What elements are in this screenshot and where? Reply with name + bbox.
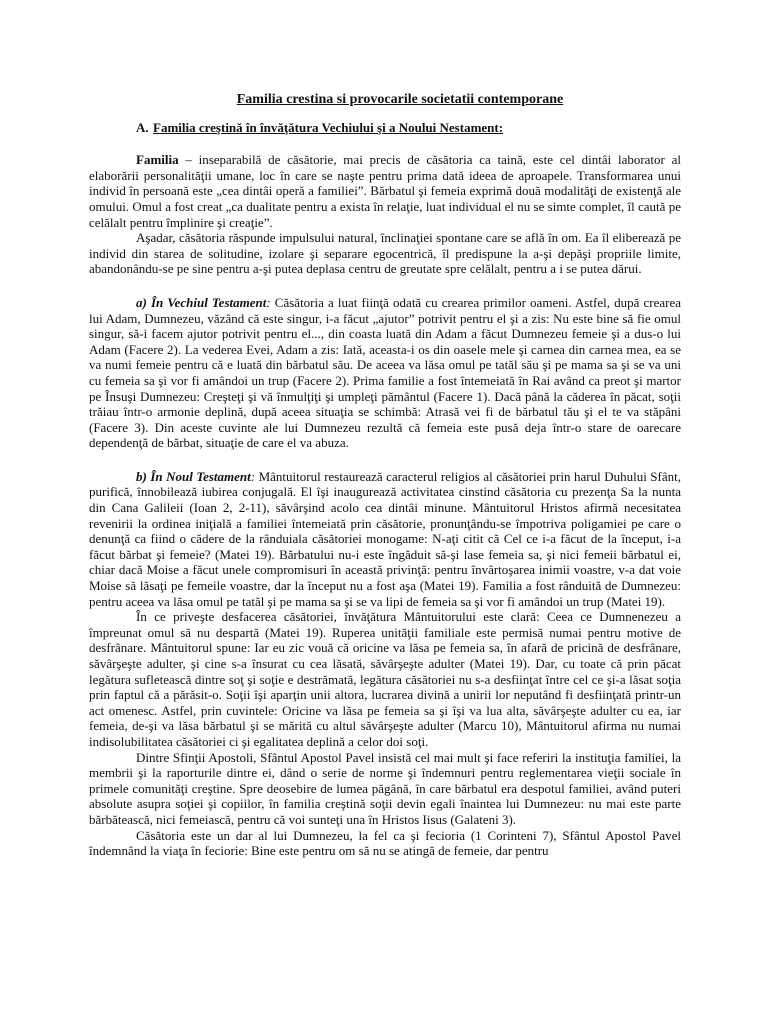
paragraph-text: Aşadar, căsătoria răspunde impulsului natural, înclinaţiei spontane care se află în om. Ea îl eliberează pe individ din starea de solitudine, izolare şi separare egocentrică, îl predispune la a-şi depăşi propriile limite, abandonându-se pe sine pentru a-şi putea deplasa centru de greutate spre celălalt, pentru a i se putea dărui. — [89, 230, 681, 277]
paragraph-apostol-pavel — [89, 750, 681, 828]
paragraph-familia — [89, 152, 681, 230]
paragraph-text: Căsătoria este un dar al lui Dumnezeu, la fel ca şi fecioria (1 Corinteni 7), Sfântul Apostol Pavel îndemnând la viaţa în feciorie: Bine este pentru om să nu se atingă de femeie, dar pentru — [89, 827, 681, 859]
subsection-heading-a: a) În Vechiul Testament — [136, 294, 267, 310]
paragraph-lead: Familia — [136, 152, 179, 168]
paragraph-desfacerea — [89, 609, 681, 749]
paragraph-text: Mântuitorul restaurează caracterul religios al căsătoriei prin harul Duhului Sfânt, purifică, înnobilează iubirea conjugală. El îşi inaugurează activitatea cinstind căsătoria cu prezenţa Sa la nunta din Cana Galileii (Ioan 2, 2-11), săvârşind acolo cea dintâi minune. Mântuitorul Hristos afirmă necesitatea revenirii la ordinea iniţială a familiei întemeiată prin căsătorie, pronunţându-se împotriva poligamiei pe care o denunţă ca fiind o cădere de la rânduiala căsătoriei monogame: N-aţi citit că Cel ce i-a făcut de la început, i-a făcut bărbat şi femeie? (Matei 19). Bărbatului nu-i este îngăduit să-şi lase femeia sa, şi nici femeii bărbatul ei, chiar dacă Moise a făcut unele compromisuri în această privinţă: pentru învârtoşarea inimii voastre, v-a dat voie Moise să lăsaţi pe femeile voastre, dar la început nu a fost aşa (Matei 19). Familia a fost rânduită de Dumnezeu: pentru aceea va lăsa omul pe tatăl şi pe mama sa şi se va lipi de femeia sa şi vor fi amândoi un trup (Matei 19). — [89, 468, 681, 609]
subsection-heading-b: b) În Noul Testament — [136, 468, 251, 484]
paragraph-text: În ce priveşte desfacerea căsătoriei, învăţătura Mântuitorului este clară: Ceea ce Dumnenezeu a împreunat omul să nu despartă (Matei 19). Ruperea unităţii familiale este permisă numai pentru motive de desfrânare. Mântuitorul spune: Iar eu zic vouă că oricine va lăsa pe femeia sa, în afară de pricină de desfrânare, săvârşeşte adulter, şi cine s-a însurat cu cea lăsată, săvârşeşte adulter (Matei 19). Dar, cu toate că prin păcat legătura sufletească dintre soţ şi soţie e destrămată, legătura căsătoriei nu s-a desfiinţat între cel ce şi-a lăsat soţia prin faptul că a părăsit-o. Soţii îşi aparţin unii altora, lucrarea divină a unirii lor neputând fi desfiinţată printr-un act omenesc. Astfel, prin cuvintele: Oricine va lăsa pe femeia sa şi îşi va lua alta, săvârşeşte adulter cu ea, iar femeia, de-şi va lăsa bărbatul şi se mărită cu altul săvârşeşte adulter (Marcu 10), Mântuitorul afirma nu numai indisolubilitatea căsătoriei ci şi egalitatea deplină a celor doi soţi. — [89, 609, 681, 749]
paragraph-text: Căsătoria a luat fiinţă odată cu crearea primilor oameni. Astfel, după crearea lui Adam, Dumnezeu, văzând că este singur, i-a făcut „ajutor” potrivit pentru el şi a zis: Nu este bine să fie omul singur, să-i facem ajutor potrivit pentru el..., din coasta luată din Adam a făcut Dumnezeu femeie şi a dus-o lui Adam (Facere 2). La vederea Evei, Adam a zis: Iată, aceasta-i os din oasele mele şi carnea din carnea mea, ea se va numi femeie pentru că e luată din bărbatul său. De aceea va lăsa omul pe tatăl său şi pe mama sa şi se va uni cu femeia sa şi vor fi amândoi un trup (Facere 2). Prima familie a fost întemeiată în Rai având ca preot şi martor pe Însuşi Dumnezeu: Creşteţi şi vă înmulţiţi şi umpleţi pământul (Facere 1). Dacă până la căderea în păcat, soţii trăiau într-o armonie deplină, după aceea situaţia se schimbă: Atrasă vei fi de bărbatul tău şi el te va stăpâni (Facere 3). Din aceste cuvinte ale lui Dumnezeu rezultă că femeia este pusă deja într-o stare de oarecare dependenţă de bărbat, situaţie de care el va abuza. — [89, 294, 682, 451]
paragraph-casatoria-dar — [89, 828, 681, 859]
paragraph-text: – inseparabilă de căsătorie, mai precis de căsătoria ca taină, este cel dintâi laborator al elaborării personalităţii umane, loc în care se naşte pentru prima dată ideea de aproapele. Transformarea unui individ în persoană este „cea dintâi operă a familiei”. Bărbatul şi femeia exprimă două modalităţi de existenţă ale omului. Omul a fost creat „ca dualitate pentru a exista în relaţie, luat individual el nu se simte complet, îl caută pe celălalt pentru împlinire şi creaţie”. — [89, 152, 681, 230]
paragraph-text: Dintre Sfinţii Apostoli, Sfântul Apostol Pavel insistă cel mai mult şi face referiri la instituţia familiei, la membrii şi la raporturile dintre ei, dând o serie de norme şi îndemnuri pentru reglementarea vieţii sociale în primele comunităţi creştine. Spre deosebire de lumea păgână, în care bărbatul era despotul familiei, având puteri absolute asupra soţiei şi copiilor, în familia creştină soţii devin egali înaintea lui Dumnezeu: nu mai este parte bărbătească, nici femeiască, pentru că voi sunteţi una în Hristos Iisus (Galateni 3). — [89, 749, 681, 827]
paragraph-asadar — [89, 230, 681, 277]
paragraph-vechiul-testament — [89, 295, 681, 451]
document-page — [89, 92, 681, 859]
document-title: Familia crestina si provocarile societatii contemporane — [236, 92, 564, 107]
section-letter: A. — [136, 119, 149, 135]
section-heading — [136, 120, 681, 136]
paragraph-noul-testament — [89, 469, 681, 609]
subsection-colon: : — [250, 468, 259, 484]
subsection-colon: : — [266, 294, 275, 310]
section-heading-text: Familia creştină în învăţătura Vechiului şi a Noului Nestament: — [153, 119, 504, 135]
